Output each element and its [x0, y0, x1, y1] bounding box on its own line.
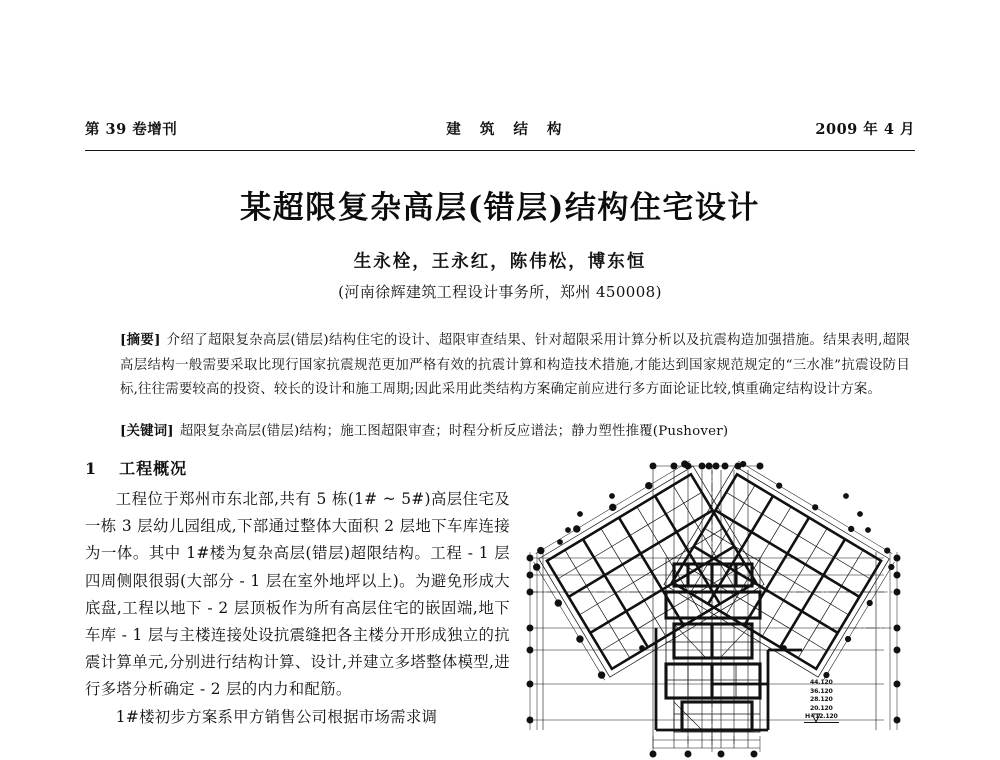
- abstract-text: 介绍了超限复杂高层(错层)结构住宅的设计、超限审查结果、针对超限采用计算分析以及抗震构造加强措施。结果表明,超限高层结构一般需要采取比现行国家抗震规范更加严格有效的抗震计算和构造技术措施,才能达到国家规范规定的“三水准”抗震设防目标,往往需要较高的投资、较长的设计和施工周期;因此采用此类结构方案确定前应进行多方面论证比较,慎重确定结构设计方案。: [120, 333, 910, 397]
- shear-walls: [656, 628, 802, 730]
- keywords-block: [120, 419, 910, 445]
- elevation-value: 36.120: [809, 687, 833, 695]
- structural-floor-plan-figure: [516, 452, 916, 760]
- base-elevation-value: H=12.120: [804, 713, 839, 723]
- author-list: 生永栓，王永红，陈伟松，博东恒: [353, 252, 647, 272]
- issue-date: 2009 年 4 月: [815, 121, 915, 138]
- body-paragraph: 1#楼初步方案系甲方销售公司根据市场需求调: [115, 707, 438, 726]
- body-column-left: [85, 486, 510, 731]
- floor-plan-drawing: [516, 452, 916, 760]
- journal-name: 建 筑 结 构: [446, 121, 569, 138]
- keywords-label: [关键词]: [120, 423, 174, 439]
- author-affiliation: (河南徐辉建筑工程设计事务所，郑州 450008): [338, 283, 662, 301]
- grid-bubble-small: [558, 494, 871, 651]
- article-title: 某超限复杂高层(错层)结构住宅设计: [240, 190, 760, 226]
- elevation-note: [804, 679, 839, 723]
- elevation-value: 28.120: [809, 696, 833, 704]
- abstract-label: [摘要]: [120, 332, 161, 348]
- grid-bubble: [527, 463, 900, 757]
- running-head: [85, 118, 915, 140]
- body-paragraph: 工程位于郑州市东北部,共有 5 栋(1# ~ 5#)高层住宅及一栋 3 层幼儿园组成,下部通过整体大面积 2 层地下车库连接为一体。其中 1#楼为复杂高层(错层)超限结构。工程 - 1 层四周侧限很弱(大部分 - 1 层在室外地坪以上)。为避免形成大底盘,工程以地下 - 2 层顶板作为所有高层住宅的嵌固端,地下车库 - 1 层与主楼连接处设抗震缝把各主楼分开形成独立的抗震计算单元,分别进行结构计算、设计,并建立多塔整体模型,进行多塔分析确定 - 2 层的内力和配筋。: [85, 490, 510, 699]
- section-number: 1: [85, 459, 98, 478]
- abstract-block: [120, 328, 910, 403]
- keywords-text: 超限复杂高层(错层)结构；施工图超限审查；时程分析反应谱法；静力塑性推覆(Pushover): [179, 424, 729, 439]
- elevation-value: 20.120: [809, 704, 833, 712]
- central-core: [666, 558, 760, 732]
- section-title: 工程概况: [119, 459, 188, 478]
- volume-issue-label: 第 39 卷增刊: [85, 121, 178, 138]
- section-heading: [85, 456, 187, 479]
- elevation-value: 44.120: [809, 679, 833, 686]
- header-divider-rule: [85, 150, 915, 151]
